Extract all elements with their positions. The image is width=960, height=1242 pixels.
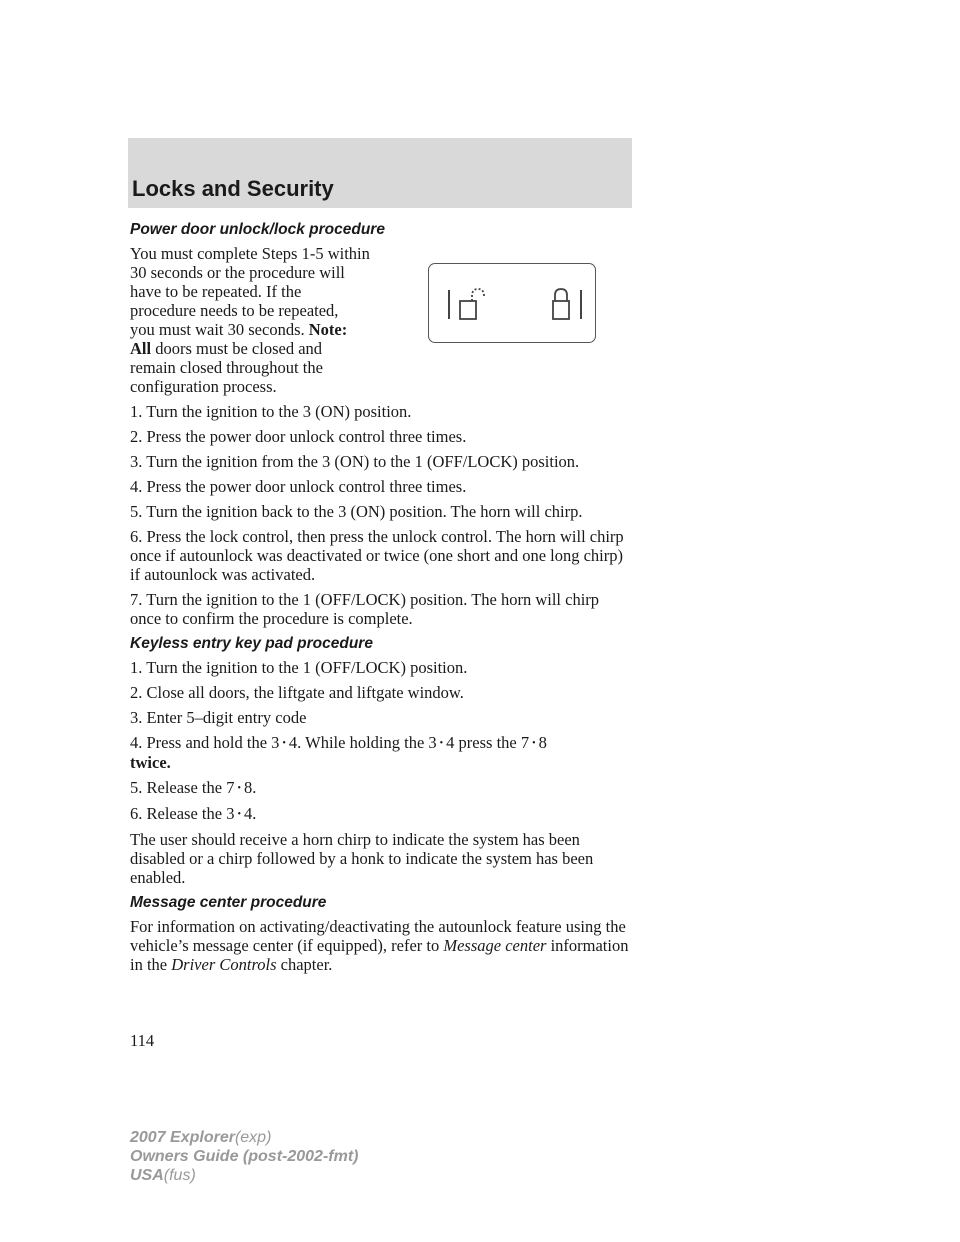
intro-line: You must complete Steps 1-5 within <box>130 244 370 263</box>
body-text: For information on activating/deactivating the autounlock feature using the vehicle’s message center (if equipped), refer to <box>130 917 626 955</box>
keyless-step <box>130 778 630 798</box>
bullet-icon: • <box>532 738 536 749</box>
note-label: Note: <box>308 320 348 339</box>
section-title: Locks and Security <box>132 176 334 201</box>
intro-text: doors must be closed and <box>155 339 323 358</box>
power-door-intro <box>130 244 390 396</box>
bullet-icon: • <box>237 809 241 820</box>
page-number: 114 <box>130 1031 155 1050</box>
footer-model: 2007 Explorer <box>130 1129 235 1146</box>
keyless-step <box>130 804 630 824</box>
document-footer <box>130 1128 358 1185</box>
footer-guide: Owners Guide (post-2002-fmt) <box>130 1148 359 1165</box>
step-text: 4. Press and hold the 3 <box>130 733 280 752</box>
keyless-step: 2. Close all doors, the liftgate and liftgate window. <box>130 683 464 702</box>
keyless-step <box>130 733 630 772</box>
power-door-step: 4. Press the power door unlock control three times. <box>130 477 467 496</box>
step-text: 8. <box>243 778 257 797</box>
body-text: information in the <box>130 936 629 974</box>
twice-label: twice. <box>130 753 171 772</box>
intro-line: configuration process. <box>130 377 277 396</box>
intro-line: 30 seconds or the procedure will <box>130 263 345 282</box>
intro-line <box>130 320 390 339</box>
body-text: chapter. <box>280 955 333 974</box>
power-door-step: 2. Press the power door unlock control three times. <box>130 427 467 446</box>
step-text: 4. <box>243 804 257 823</box>
bullet-icon: • <box>439 738 444 749</box>
power-door-step: 6. Press the lock control, then press the unlock control. The horn will chirp once if autounlock was deactivated or twice (one short and one long chirp) if autounlock was activated. <box>130 527 624 584</box>
power-door-step: 3. Turn the ignition from the 3 (ON) to the 1 (OFF/LOCK) position. <box>130 452 580 471</box>
step-text: 6. Release the 3 <box>130 804 235 823</box>
intro-line: procedure needs to be repeated, <box>130 301 339 320</box>
message-center-reference: Message center <box>443 936 547 955</box>
message-center-text <box>130 917 630 974</box>
bullet-icon: • <box>282 738 286 749</box>
power-door-heading: Power door unlock/lock procedure <box>130 221 385 238</box>
step-text: 4 press the 7 <box>446 733 530 752</box>
keyless-entry-heading: Keyless entry key pad procedure <box>130 635 373 652</box>
power-door-step: 5. Turn the ignition back to the 3 (ON) position. The horn will chirp. <box>130 502 583 521</box>
step-text: 8 <box>538 733 547 752</box>
step-text: 4. While holding the 3 <box>288 733 437 752</box>
all-label: All <box>130 339 152 358</box>
section-header-band <box>128 138 632 208</box>
keyless-result: The user should receive a horn chirp to indicate the system has been disabled or a chirp followed by a honk to indicate the system has been enabled. <box>130 830 594 887</box>
intro-line: have to be repeated. If the <box>130 282 302 301</box>
keyless-step: 3. Enter 5–digit entry code <box>130 708 307 727</box>
intro-line <box>130 339 390 358</box>
footer-line <box>130 1147 358 1166</box>
bullet-icon: • <box>237 783 241 794</box>
message-center-heading: Message center procedure <box>130 894 327 911</box>
power-door-step: 7. Turn the ignition to the 1 (OFF/LOCK) position. The horn will chirp once to confirm the procedure is complete. <box>130 590 600 628</box>
page-content <box>130 220 630 980</box>
keyless-step: 1. Turn the ignition to the 1 (OFF/LOCK) position. <box>130 658 468 677</box>
footer-region-code: (fus) <box>163 1167 196 1184</box>
footer-line <box>130 1166 358 1185</box>
step-text: 5. Release the 7 <box>130 778 235 797</box>
footer-model-code: (exp) <box>234 1129 272 1146</box>
driver-controls-reference: Driver Controls <box>171 955 277 974</box>
power-door-step: 1. Turn the ignition to the 3 (ON) position. <box>130 402 412 421</box>
intro-line: remain closed throughout the <box>130 358 323 377</box>
intro-text: you must wait 30 seconds. <box>130 320 305 339</box>
footer-line <box>130 1128 358 1147</box>
footer-region: USA <box>130 1167 164 1184</box>
